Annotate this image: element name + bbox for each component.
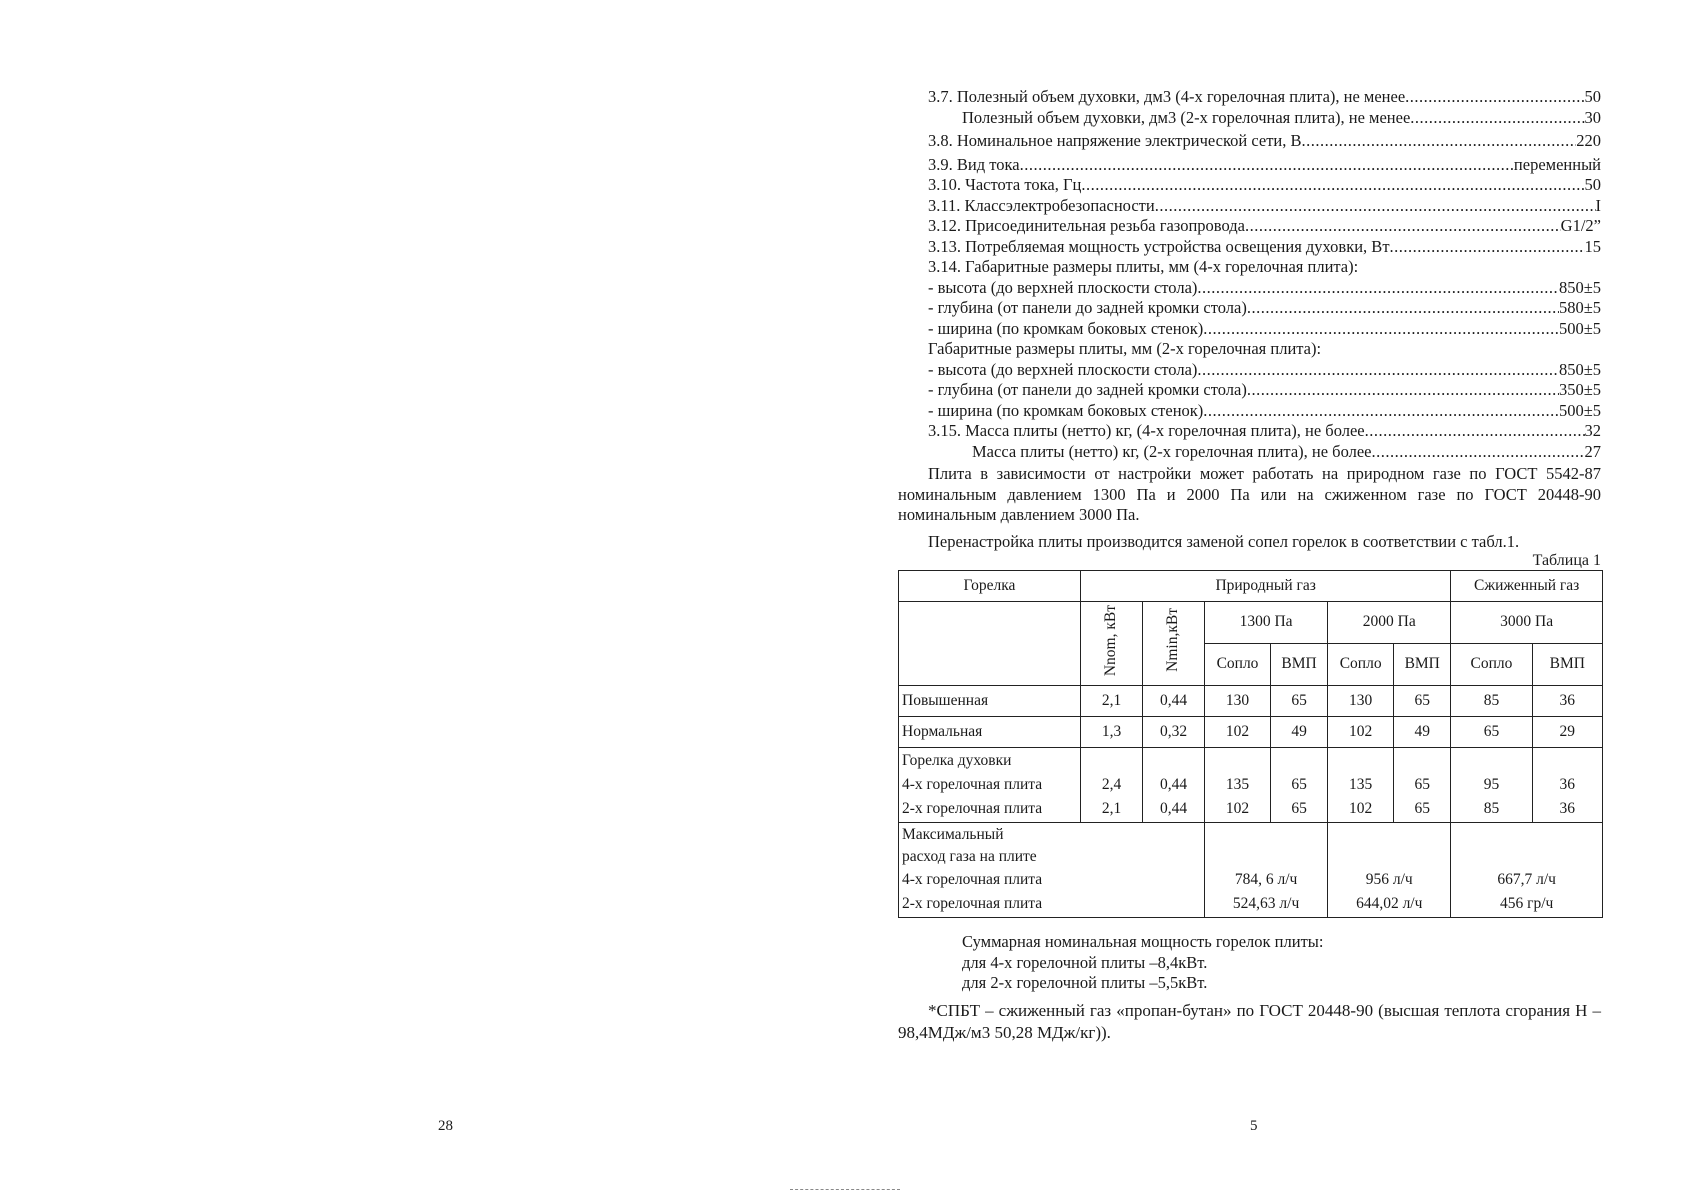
table-cell: 0,44 0,44: [1143, 748, 1205, 823]
table-row-oven: [899, 748, 1603, 823]
table-cell: 49: [1271, 717, 1328, 748]
dims-heading-4: 3.14. Габаритные размеры плиты, мм (4-х горелочная плита):: [928, 257, 1359, 276]
col-header-vmp: ВМП: [1271, 644, 1328, 686]
col-header-nmin: Nmin,кВт: [1143, 602, 1205, 686]
spec-line: 3.9. Вид тока ..... переменный: [928, 155, 1601, 176]
col-header-3000: 3000 Па: [1451, 602, 1603, 644]
row-label: Нормальная: [899, 717, 1081, 748]
spec-line: 3.11. Классэлектробезопасности ..... I: [928, 196, 1601, 217]
table-cell: 102: [1328, 717, 1394, 748]
summary-title: Суммарная номинальная мощность горелок плиты:: [962, 932, 1324, 951]
table-cell: 956 л/ч 644,02 л/ч: [1328, 823, 1451, 918]
table-cell: 135 102: [1328, 748, 1394, 823]
table-cell: 784, 6 л/ч 524,63 л/ч: [1205, 823, 1328, 918]
dim-line: - высота (до верхней плоскости стола) ..... 850±5: [928, 360, 1601, 381]
col-header-soplo: Сопло: [1205, 644, 1271, 686]
col-header-soplo: Сопло: [1451, 644, 1532, 686]
col-header-burner: Горелка: [899, 571, 1081, 602]
spec-line: 3.7. Полезный объем духовки, дм3 (4-х горелочная плита), не менее ..... 50: [928, 87, 1601, 108]
mass-line: Масса плиты (нетто) кг, (2-х горелочная плита), не более ..... 27: [928, 442, 1601, 463]
table-cell: 36 36: [1532, 748, 1602, 823]
mass-line: 3.15. Масса плиты (нетто) кг, (4-х горелочная плита), не более ..... 32: [928, 421, 1601, 442]
col-header-soplo: Сопло: [1328, 644, 1394, 686]
table-cell: 0,44: [1143, 686, 1205, 717]
dim-line: - высота (до верхней плоскости стола) ..... 850±5: [928, 278, 1601, 299]
table-cell: 2,1: [1081, 686, 1143, 717]
row-label: Повышенная: [899, 686, 1081, 717]
table-cell: 135 102: [1205, 748, 1271, 823]
col-header-vmp: ВМП: [1532, 644, 1602, 686]
summary-line: для 2-х горелочной плиты –5,5кВт.: [962, 973, 1208, 992]
dims-heading-2: Габаритные размеры плиты, мм (2-х горелочная плита):: [928, 339, 1322, 358]
spec-list: [928, 87, 1601, 462]
col-header-natural-gas: Природный газ: [1081, 571, 1451, 602]
dim-line: - глубина (от панели до задней кромки стола) ..... 350±5: [928, 380, 1601, 401]
gas-paragraph: Плита в зависимости от настройки может работать на природном газе по ГОСТ 5542-87 номинальным давлением 1300 Па и 2000 Па или на сжиженном газе по ГОСТ 20448-90 номинальным давлением 3000 Па.: [898, 464, 1601, 524]
spec-line: 3.12. Присоединительная резьба газопровода ..... G1/2”: [928, 216, 1601, 237]
spec-line: 3.13. Потребляемая мощность устройства освещения духовки, Вт ..... 15: [928, 237, 1601, 258]
table-cell: 85: [1451, 686, 1532, 717]
retune-paragraph: Перенастройка плиты производится заменой сопел горелок в соответствии с табл.1.: [928, 531, 1520, 551]
table-cell: 1,3: [1081, 717, 1143, 748]
row-label-oven: Горелка духовки 4-х горелочная плита 2-х горелочная плита: [899, 748, 1081, 823]
col-header-lpg: Сжиженный газ: [1451, 571, 1603, 602]
table-cell: 36: [1532, 686, 1602, 717]
table-cell: 2,4 2,1: [1081, 748, 1143, 823]
page-number-right: 5: [1250, 1118, 1258, 1134]
table-cell: 65 65: [1271, 748, 1328, 823]
spec-line: 3.8. Номинальное напряжение электрической сети, В ..... 220: [928, 131, 1601, 152]
table-cell: 65: [1451, 717, 1532, 748]
table-cell: 0,32: [1143, 717, 1205, 748]
table-cell: 29: [1532, 717, 1602, 748]
col-header-nnom: Nnom, кВт: [1081, 602, 1143, 686]
row-label-max-flow: Максимальный расход газа на плите 4-х горелочная плита 2-х горелочная плита: [899, 823, 1205, 918]
dim-line: - глубина (от панели до задней кромки стола) ..... 580±5: [928, 298, 1601, 319]
summary-line: для 4-х горелочной плиты –8,4кВт.: [962, 952, 1208, 972]
dim-line: - ширина (по кромкам боковых стенок) ..... 500±5: [928, 319, 1601, 340]
table-cell: 667,7 л/ч 456 гр/ч: [1451, 823, 1603, 918]
col-header-1300: 1300 Па: [1205, 602, 1328, 644]
table-cell: 130: [1205, 686, 1271, 717]
col-header-vmp: ВМП: [1394, 644, 1451, 686]
table-cell: 102: [1205, 717, 1271, 748]
footnote: *СПБТ – сжиженный газ «пропан-бутан» по ГОСТ 20448-90 (высшая теплота сгорания Н – 98,4МДж/м3 50,28 МДж/кг)).: [898, 1000, 1601, 1042]
table-cell: 65 65: [1394, 748, 1451, 823]
spec-line: Полезный объем духовки, дм3 (2-х горелочная плита), не менее ..... 30: [928, 108, 1601, 129]
page-content: [898, 87, 1601, 1044]
dim-line: - ширина (по кромкам боковых стенок) ..... 500±5: [928, 401, 1601, 422]
col-header-2000: 2000 Па: [1328, 602, 1451, 644]
table-row: [899, 717, 1603, 748]
table-cell: 65: [1394, 686, 1451, 717]
table-cell: 65: [1271, 686, 1328, 717]
page-number-left: 28: [438, 1118, 453, 1134]
nozzle-table: [898, 570, 1603, 918]
table-cell: 130: [1328, 686, 1394, 717]
power-summary: [928, 932, 1601, 994]
table-caption: Таблица 1: [1532, 552, 1601, 569]
table-row-max-flow: [899, 823, 1603, 918]
header-empty-cell: [899, 602, 1081, 686]
table-cell: 49: [1394, 717, 1451, 748]
spec-line: 3.10. Частота тока, Гц ..... 50: [928, 175, 1601, 196]
table-row: [899, 686, 1603, 717]
table-cell: 95 85: [1451, 748, 1532, 823]
